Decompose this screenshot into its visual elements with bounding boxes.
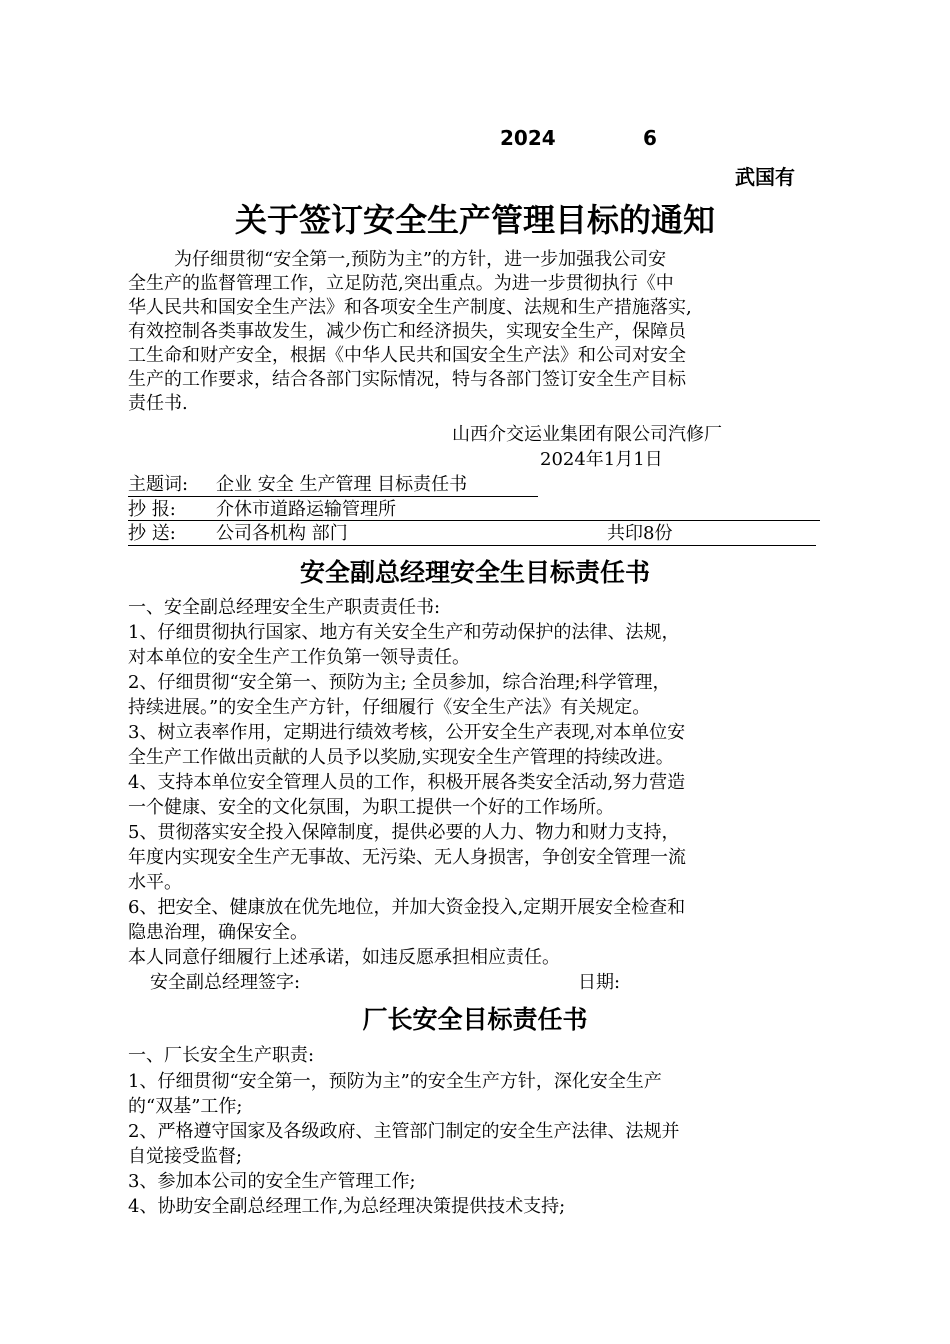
vp-date-label: 日期: xyxy=(578,972,621,993)
notice-line: 工生命和财产安全，根据《中华人民共和国安全生产法》和公司对安全 xyxy=(128,345,686,366)
duty-line: 对本单位的安全生产工作负第一领导责任。 xyxy=(128,647,470,668)
report-to: 介休市道路运输管理所 xyxy=(216,499,396,520)
duty-line: 6、把安全、健康放在优先地位，并加大资金投入,定期开展安全检查和 xyxy=(128,897,686,918)
doc-year: 2024 xyxy=(500,126,556,150)
duty-line: 一、厂长安全生产职责: xyxy=(128,1045,315,1066)
duty-line: 1、仔细贯彻执行国家、地方有关安全生产和劳动保护的法律、法规， xyxy=(128,622,680,643)
duty-line: 2、仔细贯彻“安全第一、预防为主; 全员参加，综合治理;科学管理， xyxy=(128,672,671,693)
doc-sender: 武国有 xyxy=(735,165,795,189)
notice-line: 全生产的监督管理工作，立足防范,突出重点。为进一步贯彻执行《中 xyxy=(128,273,674,294)
notice-line: 责任书. xyxy=(128,393,188,414)
subject-keywords: 企业 安全 生产管理 目标责任书 xyxy=(216,474,468,495)
notice-line: 华人民共和国安全生产法》和各项安全生产制度、法规和生产措施落实, xyxy=(128,297,692,318)
duty-line: 5、贯彻落实安全投入保障制度，提供必要的人力、物力和财力支持， xyxy=(128,822,680,843)
duty-line: 2、严格遵守国家及各级政府、主管部门制定的安全生产法律、法规并 xyxy=(128,1121,680,1142)
duty-line: 3、树立表率作用，定期进行绩效考核，公开安全生产表现,对本单位安 xyxy=(128,722,686,743)
subject-label: 主题词: xyxy=(128,474,189,495)
duty-line: 的“双基”工作; xyxy=(128,1096,243,1117)
duty-line: 水平。 xyxy=(128,872,182,893)
notice-line: 为仔细贯彻“安全第一,预防为主”的方针，进一步加强我公司安 xyxy=(174,249,667,270)
duty-line: 自觉接受监督; xyxy=(128,1146,243,1167)
duty-line: 本人同意仔细履行上述承诺，如违反愿承担相应责任。 xyxy=(128,947,560,968)
duty-line: 全生产工作做出贡献的人员予以奖励,实现安全生产管理的持续改进。 xyxy=(128,747,674,768)
duty-line: 4、协助安全副总经理工作,为总经理决策提供技术支持; xyxy=(128,1196,566,1217)
vp-sign-label: 安全副总经理签字: xyxy=(150,972,301,993)
notice-line: 有效控制各类事故发生，减少伤亡和经济损失，实现安全生产，保障员 xyxy=(128,321,686,342)
divider xyxy=(128,496,538,497)
notice-line: 生产的工作要求，结合各部门实际情况，特与各部门签订安全生产目标 xyxy=(128,369,686,390)
notice-title: 关于签订安全生产管理目标的通知 xyxy=(234,201,715,239)
send-label: 抄 送: xyxy=(128,523,176,544)
issue-date: 2024年1月1日 xyxy=(540,449,663,470)
divider xyxy=(128,520,820,521)
doc-number: 6 xyxy=(643,126,657,150)
issuer-org: 山西介交运业集团有限公司汽修厂 xyxy=(452,424,722,445)
duty-line: 4、支持本单位安全管理人员的工作，积极开展各类安全活动,努力营造 xyxy=(128,772,686,793)
section-title-vp: 安全副总经理安全生目标责任书 xyxy=(299,558,650,587)
duty-line: 3、参加本公司的安全生产管理工作; xyxy=(128,1171,416,1192)
copies-count: 共印8份 xyxy=(607,523,673,544)
duty-line: 隐患治理，确保安全。 xyxy=(128,922,308,943)
duty-line: 年度内实现安全生产无事故、无污染、无人身损害，争创安全管理一流 xyxy=(128,847,686,868)
duty-line: 1、仔细贯彻“安全第一，预防为主”的安全生产方针，深化安全生产 xyxy=(128,1071,662,1092)
section-title-director: 厂长安全目标责任书 xyxy=(362,1005,588,1034)
send-to: 公司各机构 部门 xyxy=(216,523,348,544)
duty-line: 持续进展。”的安全生产方针，仔细履行《安全生产法》有关规定。 xyxy=(128,697,651,718)
duty-line: 一、安全副总经理安全生产职责责任书: xyxy=(128,597,441,618)
report-label: 抄 报: xyxy=(128,499,176,520)
duty-line: 一个健康、安全的文化氛围，为职工提供一个好的工作场所。 xyxy=(128,797,614,818)
divider xyxy=(128,545,816,546)
